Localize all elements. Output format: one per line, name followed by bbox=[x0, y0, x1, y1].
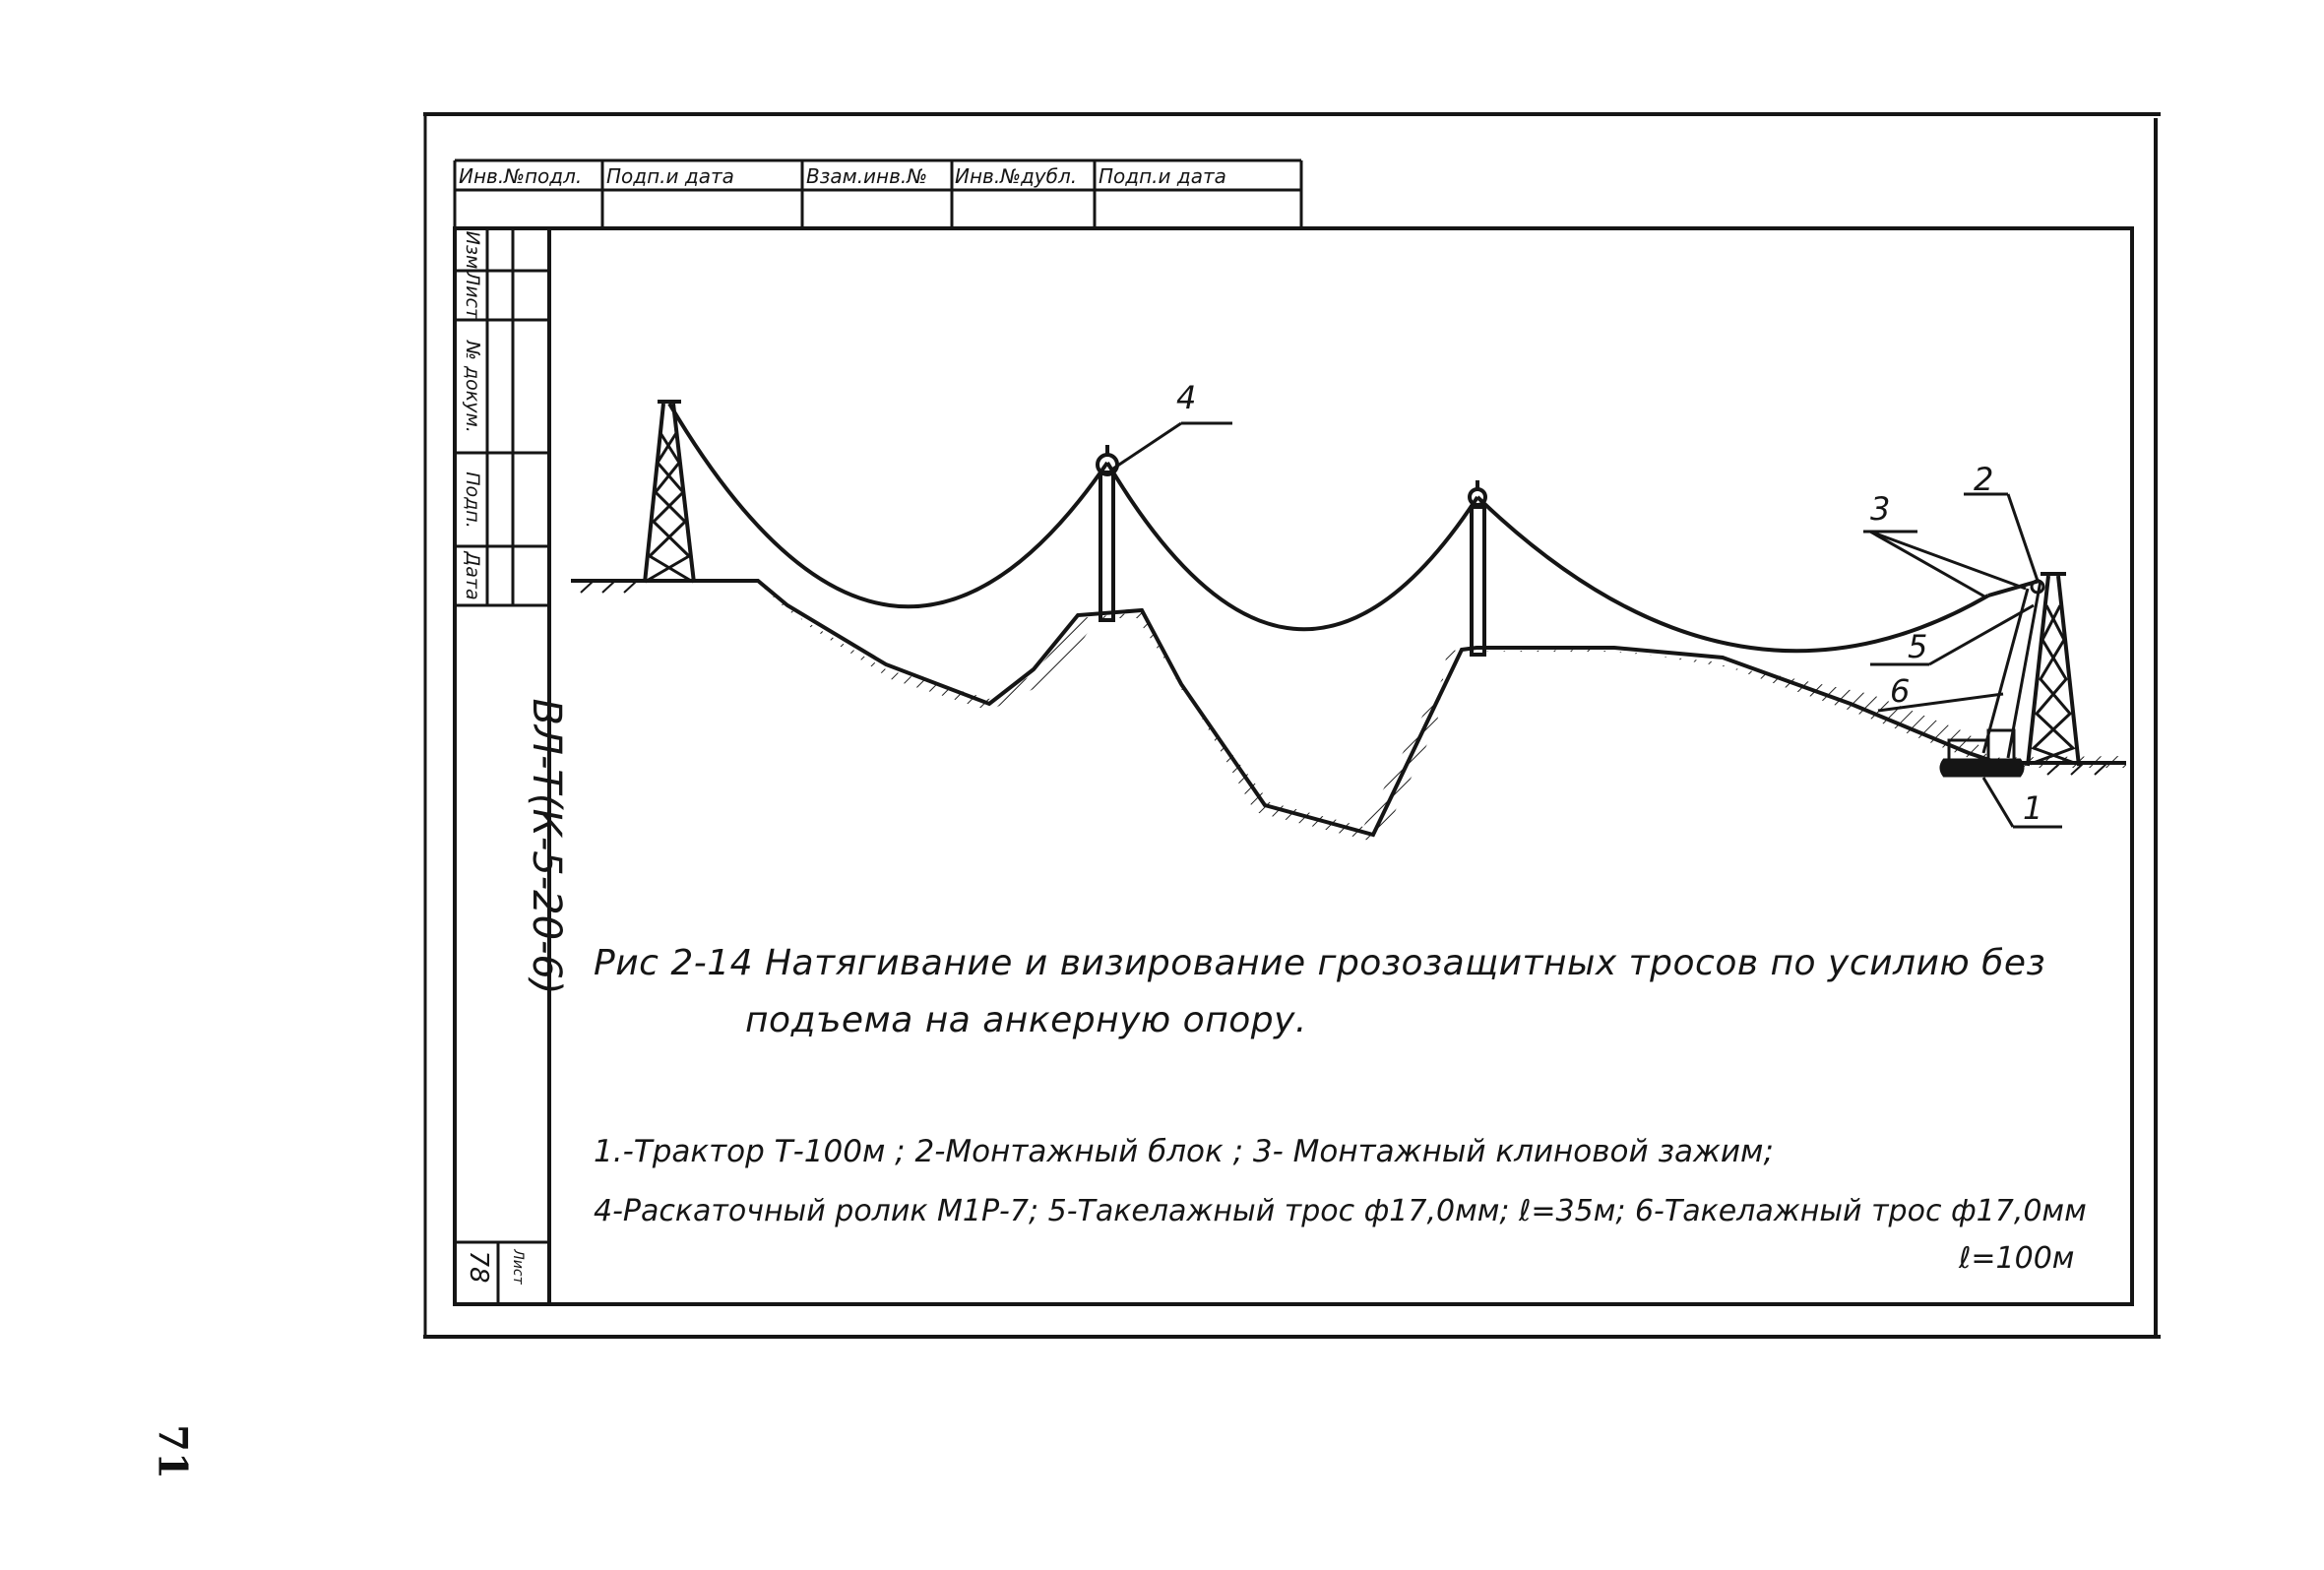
figure-caption-line-2: подъема на анкерную опору. bbox=[745, 1000, 1307, 1040]
stamp-vzam-inv: Взам.инв.№ bbox=[806, 164, 928, 188]
sheet-label: Лист bbox=[510, 1249, 526, 1285]
callout-6: 6 bbox=[1890, 672, 1911, 710]
stamp-izm: Изм bbox=[462, 230, 483, 269]
callout-5: 5 bbox=[1908, 628, 1928, 665]
callout-1: 1 bbox=[2023, 789, 2043, 827]
stamp-inv-podl: Инв.№подл. bbox=[459, 164, 583, 188]
stamp-data: Дата bbox=[462, 551, 483, 600]
stamp-podp-data-1: Подп.и дата bbox=[606, 164, 734, 188]
stamp-podp: Подп. bbox=[462, 471, 483, 529]
stamp-list: Лист bbox=[462, 271, 483, 320]
callout-leaders bbox=[1110, 423, 2062, 827]
stamp-inv-dubl: Инв.№дубл. bbox=[955, 164, 1078, 188]
stamp-podp-data-2: Подп.и дата bbox=[1099, 164, 1226, 188]
page-number: 71 bbox=[149, 1424, 196, 1479]
ground-wire bbox=[669, 404, 2040, 651]
stamp-n-dokum: № докум. bbox=[462, 340, 483, 433]
sheet-number: 78 bbox=[464, 1250, 493, 1284]
document-code: ВЛ-Т(К-5-20-6) bbox=[524, 698, 569, 995]
figure-caption-line-1: Рис 2-14 Натягивание и визирование грозозащитных тросов по усилию без bbox=[594, 943, 2046, 983]
callout-2: 2 bbox=[1974, 461, 1994, 498]
legend-line-2: 4-Раскаточный ролик М1Р-7; 5-Такелажный трос ф17,0мм; ℓ=35м; 6-Такелажный трос ф17,0мм bbox=[594, 1194, 2087, 1228]
legend-line-1: 1.-Трактор Т-100м ; 2-Монтажный блок ; 3- Монтажный клиновой зажим; bbox=[594, 1134, 1774, 1169]
callout-3: 3 bbox=[1870, 490, 1891, 528]
callout-4: 4 bbox=[1176, 379, 1197, 416]
legend-line-3: ℓ=100м bbox=[1959, 1241, 2075, 1276]
